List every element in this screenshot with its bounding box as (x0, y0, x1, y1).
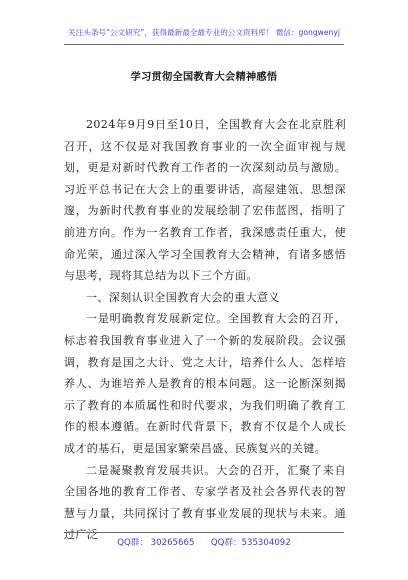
footer-divider (64, 532, 344, 533)
header-divider (64, 44, 344, 45)
header-note: 关注头条号“公文研究”，获得最新最全最专业的公文资料库！ 微信：gongwenyj (68, 28, 340, 37)
document-body (64, 114, 346, 546)
paragraph-intro: 2024年9月9日至10日，全国教育大会在北京胜利召开，这不仅是对我国教育事业的一次全面审视与规划，更是对新时代教育工作者的一次深刻动员与激励。习近平总书记在大会上的重要讲话，高屋建瓴、思想深邃，为新时代教育事业的发展绘制了宏伟蓝图，指明了前进方向。作为一名教育工作者，我深感责任重大，使命光荣，通过深入学习全国教育大会精神，有诸多感悟与思考，现将其总结为以下三个方面。 (64, 118, 346, 283)
document-title: 学习贯彻全国教育大会精神感悟 (130, 72, 278, 83)
paragraph-point-one: 一是明确教育发展新定位。全国教育大会的召开，标志着我国教育事业进入了一个新的发展阶段。会议强调，教育是国之大计、党之大计，培养什么人、怎样培养人、为谁培养人是教育的根本问题。这一论断深刻揭示了教育的本质属性和时代要求，为我们明确了教育工作的根本遵循。在新时代背景下，教育不仅是个人成长成才的基石，更是国家繁荣昌盛、民族复兴的关键。 (64, 312, 346, 455)
section-heading: 一、深刻认识全国教育大会的重大意义 (86, 290, 280, 304)
paragraph-point-two: 二是凝聚教育发展共识。大会的召开，汇聚了来自全国各地的教育工作者、专家学者及社会各界代表的智慧与力量，共同探讨了教育事业发展的现状与未来。通过广泛 (64, 463, 346, 542)
footer-qq-groups: QQ群： 30265665 QQ群：535304092 (117, 538, 291, 548)
